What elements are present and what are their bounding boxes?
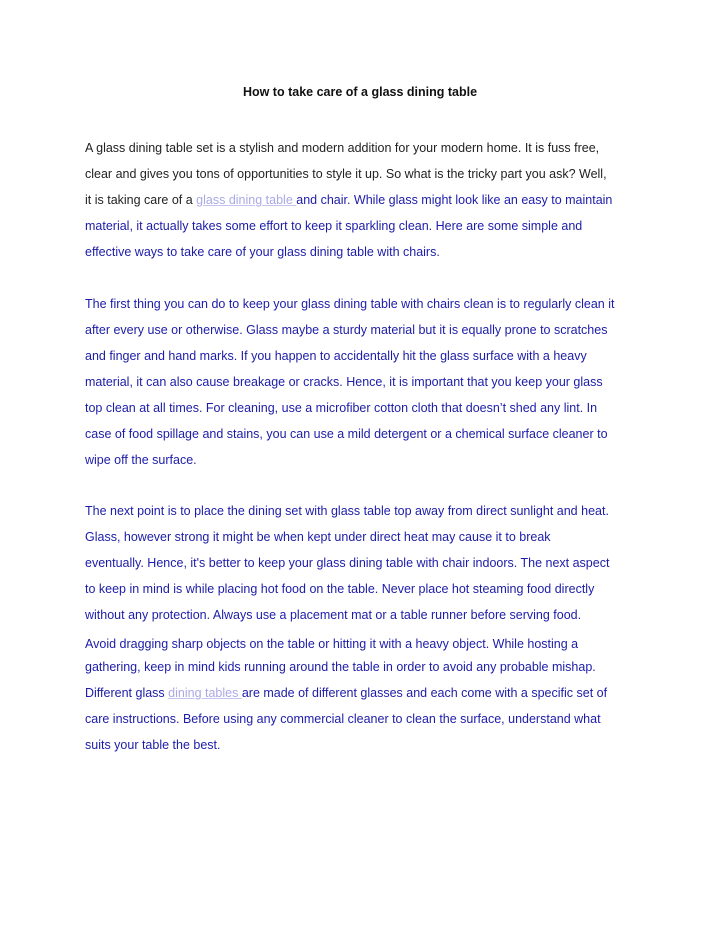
p2-line-7: wipe off the surface. [85,453,197,467]
p4-line-1: Avoid dragging sharp objects on the table or hitting it with a heavy object. While hosting a [85,637,579,651]
p4-line-3-end: are made of different glasses and each come with a specific set of [241,686,608,700]
p1-line-1: A glass dining table set is a stylish and modern addition for your modern home. It is fuss free, [85,141,600,155]
p2-line-1: The first thing you can do to keep your glass dining table with chairs clean is to regularly clean it [85,297,615,311]
glass-dining-table-link[interactable]: glass dining table [196,193,297,207]
p4-line-5: suits your table the best. [85,738,221,752]
p3-line-2: Glass, however strong it might be when kept under direct heat may cause it to break [85,530,551,544]
p4-line-3 [85,686,607,700]
dining-tables-link[interactable]: dining tables [168,686,242,700]
p2-line-4: material, it can also cause breakage or cracks. Hence, it is important that you keep your glass [85,375,603,389]
p3-line-3: eventually. Hence, it's better to keep your glass dining table with chair indoors. The next aspect [85,556,610,570]
p1-line-5: effective ways to take care of your glass dining table with chairs. [85,245,440,259]
p3-line-5: without any protection. Always use a placement mat or a table runner before serving food. [85,608,582,622]
p1-line-3-end: and chair. While glass might look like an easy to maintain [296,193,613,207]
p1-line-4: material, it actually takes some effort to keep it sparkling clean. Here are some simple and [85,219,583,233]
p2-line-5: top clean at all times. For cleaning, use a microfiber cotton cloth that doesn’t shed any lint. In [85,401,598,415]
p4-line-3-start: Different glass [85,686,169,700]
p1-line-3-start: it is taking care of a [85,193,197,207]
p2-line-3: and finger and hand marks. If you happen to accidentally hit the glass surface with a heavy [85,349,587,363]
p2-line-2: after every use or otherwise. Glass maybe a sturdy material but it is equally prone to scratches [85,323,608,337]
p3-line-4: to keep in mind is while placing hot food on the table. Never place hot steaming food directly [85,582,595,596]
p2-line-6: case of food spillage and stains, you can use a mild detergent or a chemical surface cleaner to [85,427,608,441]
page-title: How to take care of a glass dining table [242,85,478,99]
p3-line-1: The next point is to place the dining set with glass table top away from direct sunlight and heat. [85,504,609,518]
p4-line-2: gathering, keep in mind kids running around the table in order to avoid any probable mishap. [85,660,596,674]
p1-line-2: clear and gives you tons of opportunities to style it up. So what is the tricky part you ask? Well, [85,167,607,181]
p4-line-4: care instructions. Before using any commercial cleaner to clean the surface, understand what [85,712,601,726]
p1-line-3 [85,193,612,207]
